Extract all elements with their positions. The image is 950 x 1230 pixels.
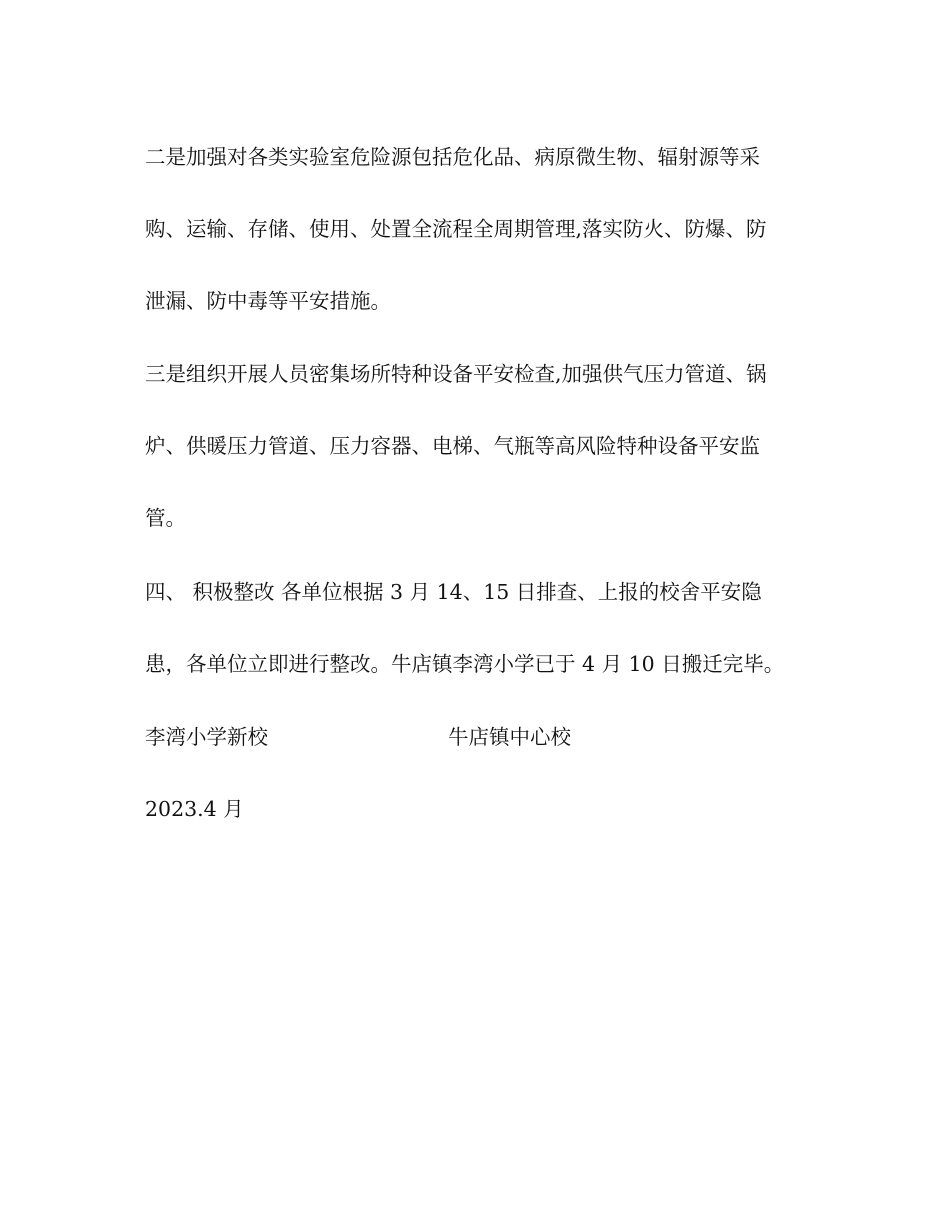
paragraph-3-line-2: 炉、供暖压力管道、压力容器、电梯、气瓶等高风险特种设备平安监 bbox=[145, 434, 760, 458]
paragraph-2-line-1: 二是加强对各类实验室危险源包括危化品、病原微生物、辐射源等采 bbox=[145, 145, 760, 169]
paragraph-2-line-2: 购、运输、存储、使用、处置全流程全周期管理,落实防火、防爆、防 bbox=[145, 217, 767, 241]
paragraph-2-line-3: 泄漏、防中毒等平安措施。 bbox=[145, 289, 391, 313]
signature-left: 李湾小学新校 bbox=[145, 725, 268, 749]
paragraph-4-line-1: 四、 积极整改 各单位根据 3 月 14、15 日排查、上报的校舍平安隐 bbox=[145, 580, 762, 604]
paragraph-4-line-2: 患，各单位立即进行整改。牛店镇李湾小学已于 4 月 10 日搬迁完毕。 bbox=[145, 652, 785, 676]
paragraph-3-line-1: 三是组织开展人员密集场所特种设备平安检查,加强供气压力管道、锅 bbox=[145, 362, 767, 386]
paragraph-3-line-3: 管。 bbox=[145, 506, 186, 530]
signature-right: 牛店镇中心校 bbox=[448, 725, 571, 749]
signature-date: 2023.4 月 bbox=[145, 797, 244, 821]
